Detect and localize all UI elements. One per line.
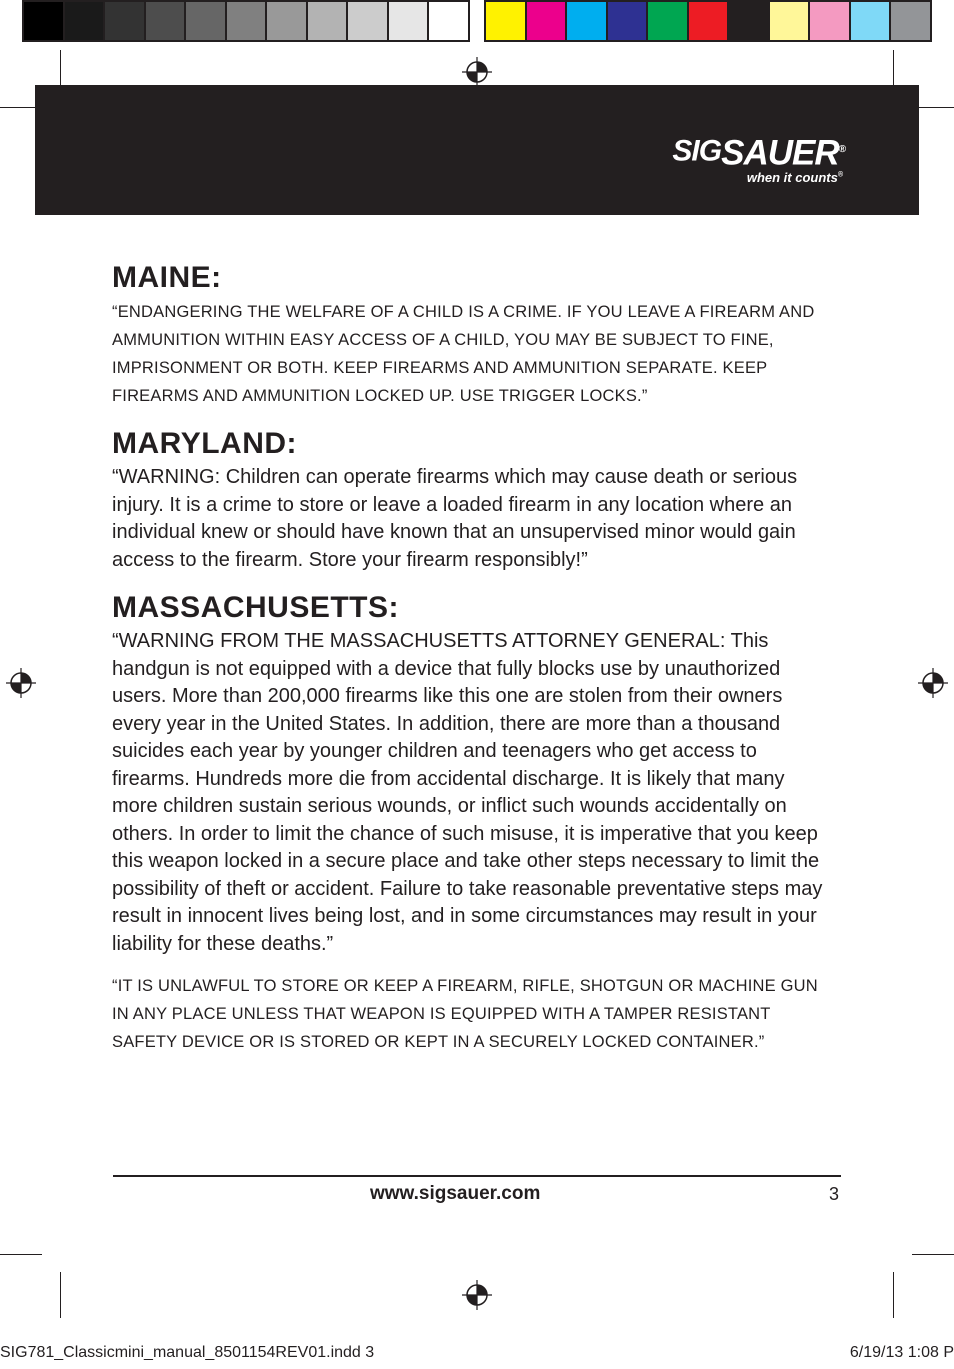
logo-sauer: SAUER (721, 133, 839, 173)
crop-mark-top-right-v (893, 50, 894, 88)
crop-mark-bottom-left-h (0, 1254, 42, 1255)
maine-warning-text: “ENDANGERING THE WELFARE OF A CHILD IS A CRIME. IF YOU LEAVE A FIREARM AND AMMUNITION WITHIN EASY ACCESS OF A CHILD, YOU MAY BE SUBJECT TO FINE, IMPRISONMENT OR BOTH. KEEP FIREARMS AND AMMUNITION SEPARATE. KEEP FIREARMS AND AMMUNITION LOCKED UP. USE TRIGGER LOCKS.” (112, 303, 815, 405)
color-swatch (608, 2, 649, 40)
color-swatch (648, 2, 689, 40)
color-swatch (24, 2, 65, 40)
sig-sauer-logo (672, 132, 845, 185)
logo-sig: SIG (672, 134, 722, 168)
page-content (112, 258, 832, 1070)
print-slug-date: 6/19/13 1:08 P (849, 1344, 954, 1361)
color-swatch (851, 2, 892, 40)
color-swatch (227, 2, 268, 40)
color-swatch (891, 2, 930, 40)
logo-tagline (672, 170, 845, 185)
grayscale-color-bar (22, 0, 470, 42)
registration-mark-icon (462, 57, 492, 87)
color-swatch (770, 2, 811, 40)
header-banner (35, 85, 919, 215)
color-swatch (689, 2, 730, 40)
color-swatch (389, 2, 430, 40)
crop-mark-bottom-right-v (893, 1272, 894, 1318)
crop-mark-bottom-right-h (912, 1254, 954, 1255)
section-heading-massachusetts: MASSACHUSETTS: (112, 591, 400, 624)
crop-mark-bottom-left-v (60, 1272, 61, 1318)
color-swatch (105, 2, 146, 40)
crop-mark-top-left-v (60, 50, 61, 88)
color-swatch (146, 2, 187, 40)
maryland-warning-text: “WARNING: Children can operate firearms which may cause death or serious injury. It is a crime to store or leave a loaded firearm in any location where an individual knew or should have known that an unsupervised minor would gain access to the firearm. Store your firearm responsibly!” (112, 466, 798, 571)
logo-tagline-text: when it counts (746, 169, 838, 185)
color-swatch (810, 2, 851, 40)
color-swatch (567, 2, 608, 40)
logo-registered-mark: ® (838, 144, 845, 155)
page-number: 3 (829, 1184, 840, 1204)
print-slug-filename: SIG781_Classicmini_manual_8501154REV01.indd 3 (0, 1344, 375, 1361)
registration-mark-icon (918, 668, 948, 698)
process-color-bar (484, 0, 932, 42)
color-swatch (527, 2, 568, 40)
color-swatch (729, 2, 770, 40)
section-heading-maine: MAINE: (112, 261, 222, 294)
massachusetts-unlawful-storage-text: “IT IS UNLAWFUL TO STORE OR KEEP A FIREARM, RIFLE, SHOTGUN OR MACHINE GUN IN ANY PLACE UNLESS THAT WEAPON IS EQUIPPED WITH A TAMPER RESISTANT SAFETY DEVICE OR IS STORED OR KEPT IN A SECURELY LOCKED CONTAINER.” (112, 977, 818, 1051)
color-swatch (267, 2, 308, 40)
color-swatch (486, 2, 527, 40)
logo-wordmark (672, 132, 845, 172)
logo-tagline-mark: ® (837, 171, 843, 179)
color-swatch (308, 2, 349, 40)
color-swatch (186, 2, 227, 40)
registration-mark-icon (462, 1280, 492, 1310)
footer-divider (113, 1175, 841, 1177)
color-swatch (429, 2, 468, 40)
registration-mark-icon (6, 668, 36, 698)
massachusetts-warning-text: “WARNING FROM THE MASSACHUSETTS ATTORNEY GENERAL: This handgun is not equipped with a device that fully blocks use by unauthorized users. More than 200,000 firearms like this one are stolen from their owners every year in the United States. In addition, there are more than a thousand suicides each year by younger children and teenagers who get access to firearms. Hundreds more die from accidental discharge. It is likely that many more children sustain serious wounds, or inflict such wounds accidentally on others. In order to limit the chance of such misuse, it is imperative that you keep this weapon locked in a secure place and take other steps necessary to limit the possibility of theft or accident. Failure to take reasonable preventative steps may result in innocent lives being lost, and in some circumstances may result in your liability for these deaths.” (112, 630, 823, 955)
color-swatch (65, 2, 106, 40)
website-link[interactable]: www.sigsauer.com (370, 1183, 541, 1204)
color-swatch (348, 2, 389, 40)
section-heading-maryland: MARYLAND: (112, 427, 298, 460)
